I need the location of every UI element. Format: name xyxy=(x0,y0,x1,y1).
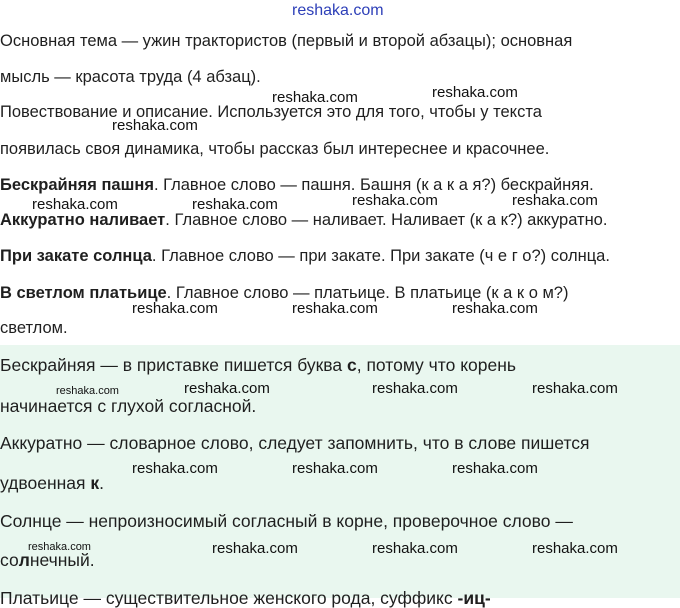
spelling-1-line2: начинается с глухой согласной. xyxy=(0,396,257,416)
watermark: reshaka.com xyxy=(452,460,538,477)
watermark: reshaka.com xyxy=(192,196,278,213)
spelling-3-a: со xyxy=(0,550,19,570)
theme-line-2: мысль — красота труда (4 абзац). xyxy=(0,68,261,86)
phrase-2-rest: . Главное слово — наливает. Наливает (к а к?) аккуратно. xyxy=(165,211,608,229)
type-line-2: появилась своя динамика, чтобы рассказ был интереснее и красочнее. xyxy=(0,140,550,158)
watermark: reshaka.com xyxy=(432,84,518,101)
phrase-4-rest: . Главное слово — платьице. В платьице (к а к о м?) xyxy=(166,284,569,302)
spelling-2-line2 xyxy=(0,473,104,493)
phrase-2-bold: Аккуратно наливает xyxy=(0,211,166,229)
spelling-2-b: к xyxy=(90,473,100,493)
watermark: reshaka.com xyxy=(184,380,270,397)
spelling-4 xyxy=(0,588,491,608)
watermark: reshaka.com xyxy=(292,300,378,317)
watermark: reshaka.com xyxy=(512,192,598,209)
spelling-1-b: с xyxy=(346,355,357,375)
watermark: reshaka.com xyxy=(352,192,438,209)
spelling-1-c: , потому что корень xyxy=(356,355,517,375)
spelling-2: Аккуратно — словарное слово, следует запомнить, что в слове пишется xyxy=(0,433,590,453)
watermark: reshaka.com xyxy=(532,540,618,557)
phrase-2 xyxy=(0,210,607,230)
watermark: reshaka.com xyxy=(32,196,118,213)
watermark: reshaka.com xyxy=(212,540,298,557)
theme-line-1: Основная тема — ужин трактористов (первый и второй абзацы); основная xyxy=(0,32,573,50)
phrase-1 xyxy=(0,175,594,195)
spelling-3-b: л xyxy=(18,550,30,570)
phrase-4-cont: светлом. xyxy=(0,319,68,337)
watermark: reshaka.com xyxy=(112,117,198,134)
spelling-1-a: Бескрайняя — в приставке пишется буква xyxy=(0,355,347,375)
watermark: reshaka.com xyxy=(452,300,538,317)
phrase-1-bold: Бескрайняя пашня xyxy=(0,176,154,194)
phrase-3 xyxy=(0,246,610,266)
watermark: reshaka.com xyxy=(272,89,358,106)
site-header[interactable]: reshaka.com xyxy=(292,2,384,19)
watermark: reshaka.com xyxy=(56,385,119,397)
spelling-4-b: -иц- xyxy=(457,588,491,608)
spelling-2-a: удвоенная xyxy=(0,473,91,493)
spelling-4-a: Платьице — существительное женского рода, суффикс xyxy=(0,588,458,608)
watermark: reshaka.com xyxy=(372,540,458,557)
spelling-1 xyxy=(0,355,516,375)
watermark: reshaka.com xyxy=(372,380,458,397)
type-line-1: Повествование и описание. Используется это для того, чтобы у текста xyxy=(0,103,542,121)
watermark: reshaka.com xyxy=(132,460,218,477)
spelling-2-c: . xyxy=(99,473,104,493)
spelling-3-c: нечный. xyxy=(29,550,95,570)
watermark: reshaka.com xyxy=(292,460,378,477)
phrase-3-rest: . Главное слово — при закате. При закате (ч е г о?) солнца. xyxy=(151,247,610,265)
phrase-3-bold: При закате солнца xyxy=(0,247,152,265)
phrase-4-bold: В светлом платьице xyxy=(0,284,167,302)
watermark: reshaka.com xyxy=(132,300,218,317)
watermark: reshaka.com xyxy=(28,541,91,553)
phrase-1-rest: . Главное слово — пашня. Башня (к а к а я?) бескрайняя. xyxy=(153,176,594,194)
spelling-3: Солнце — непроизносимый согласный в корне, проверочное слово — xyxy=(0,511,573,531)
spelling-3-line2 xyxy=(0,550,95,570)
watermark: reshaka.com xyxy=(532,380,618,397)
